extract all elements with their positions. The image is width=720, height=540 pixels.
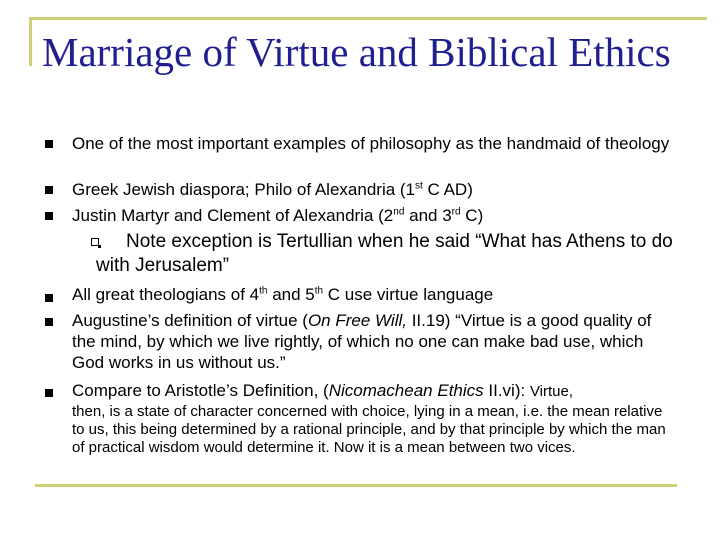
bullet-3-text: Justin Martyr and Clement of Alexandria (2nd and 3rd C) — [72, 206, 484, 225]
bullet-5-text: Augustine’s definition of virtue (On Free Will, II.19) “Virtue is a good quality of the mind, by which we live rightly, of which no one can make bad use, which God works in us without us.” — [72, 311, 652, 372]
bullet-6-text: Compare to Aristotle’s Definition, (Nicomachean Ethics II.vi): Virtue, — [72, 381, 574, 400]
bullet-1-text: One of the most important examples of philosophy as the handmaid of theology — [72, 134, 670, 153]
bullet-marker — [45, 140, 53, 148]
frame-top-line — [29, 17, 707, 20]
bullet-marker — [45, 212, 53, 220]
bullet-2-text: Greek Jewish diaspora; Philo of Alexandria (1st C AD) — [72, 180, 473, 199]
sub-bullet-text: Note exception is Tertullian when he said “What has Athens to do with Jerusalem” — [96, 231, 673, 276]
frame-left-line — [29, 17, 32, 66]
bullet-6-definition: then, is a state of character concerned with choice, lying in a mean, i.e. the mean relative to us, this being determined by a rational principle, and by that principle by which the man of practical wisdom would determine it. Now it is a mean between two vices. — [72, 403, 666, 456]
bullet-4-text: All great theologians of 4th and 5th C use virtue language — [72, 285, 494, 304]
bullet-marker — [45, 318, 53, 326]
bullet-marker — [45, 186, 53, 194]
frame-bottom-line — [35, 484, 677, 487]
bullet-marker — [45, 294, 53, 302]
bullet-marker — [45, 389, 53, 397]
slide-title: Marriage of Virtue and Biblical Ethics — [42, 29, 671, 75]
